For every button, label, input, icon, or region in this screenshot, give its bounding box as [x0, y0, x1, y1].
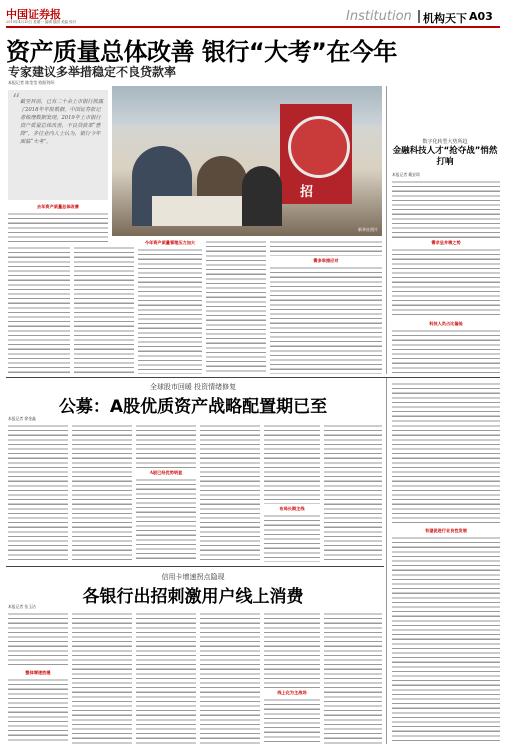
article3-section1-title: 整体增速放缓 — [25, 670, 51, 675]
sidebar-section2-title: 科技人员占比偏低 — [429, 321, 463, 326]
article1-title: 资产质量总体改善 银行“大考”在今年 — [6, 38, 397, 66]
article1-section3-title: 需多举措应对 — [313, 258, 339, 263]
masthead — [6, 4, 500, 26]
article2-byline: 本报记者 徐金鑫 — [8, 416, 36, 421]
article1-subtitle: 专家建议多举措稳定不良贷款率 — [8, 65, 177, 79]
issue-info: 2019年4月15日 星期一 编辑 版面 美编 校对 — [6, 20, 77, 24]
bank-photo: 招 新华社图片 — [112, 86, 382, 236]
quote-box — [8, 90, 108, 200]
sidebar-section3-title: 有望促进行业良性发展 — [425, 528, 467, 533]
article1-byline: 本报记者 陈莹莹 欧阳剑环 — [8, 80, 55, 85]
article2-kicker: 全球股市回暖 投资情绪修复 — [149, 383, 237, 391]
article3-byline: 本报记者 张玉洁 — [8, 604, 36, 609]
sidebar-byline: 本报记者 戴安琪 — [392, 172, 420, 177]
sidebar-title: 金融科技人才“抢夺战”悄然打响 — [392, 146, 498, 167]
article2-title: 公募：A股优质资产战略配置期已至 — [58, 397, 328, 417]
article3-section2-title: 线上化为主战场 — [277, 690, 307, 695]
newspaper-logo: 中国证券报 — [6, 8, 61, 21]
sidebar-text — [392, 180, 500, 238]
sidebar-section1-title: 需求呈井喷之势 — [431, 240, 461, 245]
sidebar-kicker: 数字化转型大势所趋 — [422, 139, 468, 145]
article1-section1-title: 去年资产质量总体改善 — [37, 204, 79, 209]
quote-text: 截至目前，已有二十余上市银行披露了2018年年报数据。中国证券报记者梳理数据发现，2019年上市银行资产质量总体改善，不良贷款率“普降”，多位业内人士认为，银行今年面临“大考”。 — [20, 99, 104, 145]
article3-kicker: 信用卡增速拐点隐现 — [161, 573, 225, 581]
quote-mark-icon: “ — [12, 90, 21, 109]
page-number: A03 — [469, 10, 493, 23]
article1-section2-title: 今年资产质量管理压力加大 — [144, 240, 196, 245]
article2-section2-title: 布局长期主线 — [279, 506, 305, 511]
section-cn: 机构天下 — [423, 12, 467, 25]
photo-caption: 新华社图片 — [358, 227, 378, 232]
section-en: Institution — [346, 9, 412, 24]
article2-section1-title: A股已经优势明显 — [149, 470, 183, 475]
article3-title: 各银行出招刺激用户线上消费 — [82, 587, 304, 607]
